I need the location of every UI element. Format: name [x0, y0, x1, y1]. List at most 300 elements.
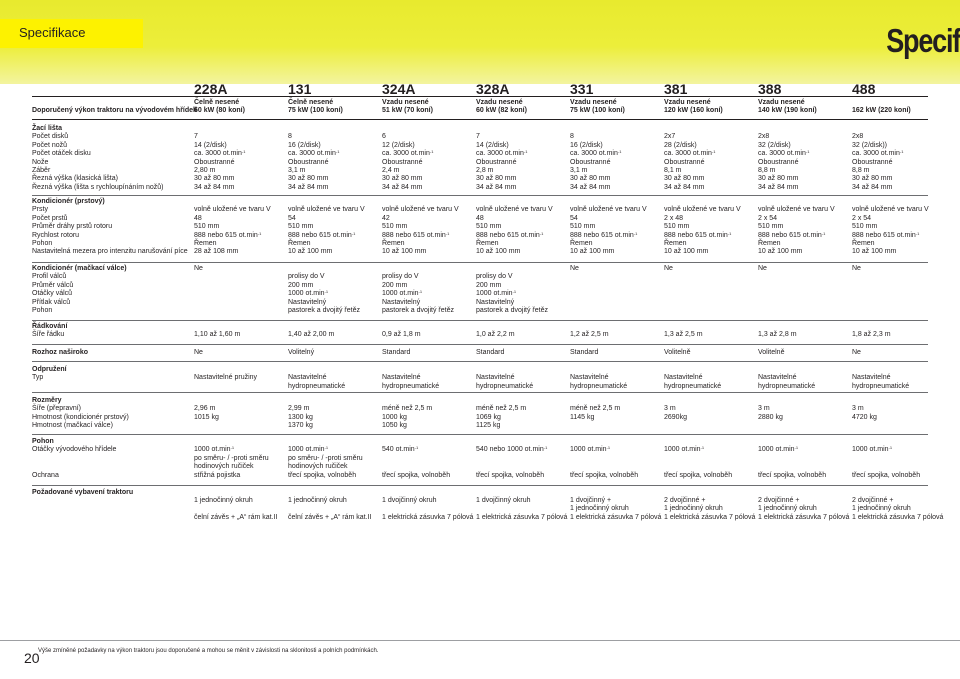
- row-label: Pohon: [32, 240, 53, 247]
- table-cell: Oboustranné: [382, 158, 423, 166]
- table-cell: třecí spojka, volnoběh: [288, 471, 357, 479]
- superscript: -1: [335, 149, 340, 155]
- table-cell: méně než 2,5 m: [382, 405, 433, 413]
- superscript: -1: [429, 149, 434, 155]
- table-cell: Řemen: [664, 240, 687, 247]
- table-cell: volně uložené ve tvaru V: [758, 206, 835, 214]
- table-cell: 32 (2/disk): [758, 141, 791, 149]
- table-cell: 2 dvojčinné +: [664, 497, 706, 504]
- table-cell: 1 dvojčinný +: [570, 497, 612, 504]
- table-cell: 2 x 54: [852, 214, 872, 222]
- table-cell: Řemen: [194, 240, 217, 247]
- table-cell: 12 (2/disk): [382, 141, 415, 149]
- table-cell: volně uložené ve tvaru V: [288, 206, 365, 214]
- table-cell: Nastavitelný: [382, 298, 421, 306]
- table-cell: 2 dvojčinné +: [852, 497, 894, 504]
- table-cell: Nastavitelné: [852, 374, 891, 382]
- model-header: 488: [852, 81, 876, 97]
- table-cell: méně než 2,5 m: [476, 405, 527, 413]
- table-cell: 8,1 m: [664, 167, 682, 174]
- model-header: 381: [664, 81, 688, 97]
- section-title: Řádkování: [32, 323, 68, 330]
- superscript: -1: [230, 445, 235, 451]
- table-cell: 14 (2/disk): [476, 141, 509, 149]
- table-cell: 1 elektrická zásuvka 7 pólová: [570, 513, 662, 521]
- table-cell: třecí spojka, volnoběh: [758, 471, 827, 479]
- table-cell: 2 x 54: [758, 214, 778, 222]
- table-cell: volně uložené ve tvaru V: [664, 206, 741, 214]
- table-cell: 16 (2/disk): [570, 141, 603, 149]
- table-cell: 1000 $ot.\min^{-1}$: [570, 445, 611, 454]
- table-cell: 2,8 m: [476, 167, 494, 174]
- table-cell: třecí spojka, volnoběh: [476, 471, 545, 479]
- table-cell: hydropneumatické: [476, 382, 534, 390]
- table-cell: 34 až 84 mm: [852, 183, 893, 191]
- table-cell: 200 mm: [476, 281, 502, 289]
- table-cell: hodinových ručiček: [194, 463, 254, 471]
- superscript: -1: [915, 230, 920, 236]
- table-cell: Řemen: [758, 240, 781, 247]
- table-cell: 30 až 80 mm: [288, 175, 329, 183]
- section-divider: [32, 195, 928, 196]
- table-cell: Řemen: [288, 240, 311, 247]
- table-cell: 200 mm: [288, 281, 314, 289]
- table-cell: 540 nebo 1000 $ot.\min^{-1}$: [476, 445, 548, 454]
- power-value: 140 kW (190 koní): [758, 107, 817, 114]
- table-cell: ca. 3000 $ot.\min^{-1}$: [570, 149, 622, 158]
- table-cell: 42: [382, 214, 390, 222]
- table-cell: prolisy do V: [382, 273, 419, 281]
- row-label: Pohon: [32, 307, 53, 314]
- table-cell: Ne: [852, 265, 861, 272]
- table-cell: Standard: [476, 349, 505, 356]
- superscript: -1: [899, 149, 904, 155]
- superscript: -1: [805, 149, 810, 155]
- table-cell: pastorek a dvojitý řetěz: [476, 307, 548, 314]
- table-cell: třecí spojka, volnoběh: [664, 471, 733, 479]
- superscript: -1: [821, 230, 826, 236]
- row-label: Řezná výška (lišta s rychloupínáním nožů): [32, 183, 164, 191]
- table-cell: hydropneumatické: [288, 382, 346, 390]
- table-cell: čelní závěs + „A“ rám kat.II: [288, 513, 372, 521]
- table-cell: Řemen: [852, 240, 875, 247]
- model-header: 328A: [476, 81, 510, 97]
- table-cell: 540 $ot.\min^{-1}$: [382, 445, 419, 454]
- table-cell: 1015 kg: [194, 413, 219, 421]
- table-cell: prolisy do V: [476, 273, 513, 281]
- table-cell: 1 jednočinný okruh: [758, 505, 817, 513]
- section-divider: [32, 485, 928, 486]
- table-cell: Ne: [758, 265, 767, 272]
- superscript: -1: [241, 149, 246, 155]
- table-cell: Nastavitelné: [570, 374, 609, 382]
- table-cell: 4720 kg: [852, 413, 877, 421]
- table-cell: 1069 kg: [476, 413, 501, 421]
- header-band: [0, 0, 960, 84]
- table-cell: 2,4 m: [382, 167, 400, 174]
- table-cell: 0,9 až 1,8 m: [382, 331, 421, 339]
- table-cell: volně uložené ve tvaru V: [570, 206, 647, 214]
- table-cell: 8: [288, 133, 292, 141]
- superscript: -1: [324, 445, 329, 451]
- table-cell: pastorek a dvojitý řetěz: [288, 307, 360, 314]
- table-cell: 2,96 m: [194, 405, 216, 413]
- table-cell: 1 dvojčinný okruh: [382, 497, 437, 504]
- row-label: Řezná výška (klasická lišta): [32, 175, 118, 183]
- section-divider: [32, 262, 928, 263]
- table-cell: třecí spojka, volnoběh: [570, 471, 639, 479]
- table-cell: 1000 $ot.\min^{-1}$: [758, 445, 799, 454]
- table-cell: Standard: [382, 349, 411, 356]
- row-label: Nože: [32, 158, 49, 166]
- table-cell: 2x8: [852, 133, 864, 141]
- section-title: Kondicionér (prstový): [32, 198, 105, 205]
- table-cell: méně než 2,5 m: [570, 405, 621, 413]
- table-cell: 510 mm: [664, 223, 690, 231]
- table-cell: 510 mm: [382, 223, 408, 231]
- table-cell: ca. 3000 $ot.\min^{-1}$: [194, 149, 246, 158]
- table-cell: 2 x 48: [664, 214, 684, 222]
- table-cell: 1000 $ot.\min^{-1}$: [476, 289, 517, 298]
- row-label: Nastavitelná mezera pro intenzitu narušování píce: [32, 248, 188, 256]
- table-cell: 888 nebo 615 $ot.\min^{-1}$: [476, 230, 544, 239]
- row-label: Otáčky vývodového hřídele: [32, 446, 117, 454]
- section-divider: [32, 434, 928, 435]
- table-cell: 200 mm: [382, 281, 408, 289]
- table-cell: 510 mm: [194, 223, 220, 231]
- table-cell: 2x7: [664, 133, 676, 141]
- superscript: -1: [414, 445, 419, 451]
- table-cell: třecí spojka, volnoběh: [382, 471, 451, 479]
- table-cell: 34 až 84 mm: [570, 183, 611, 191]
- superscript: -1: [711, 149, 716, 155]
- table-cell: 2 dvojčinné +: [758, 497, 800, 504]
- footer-divider: [0, 640, 960, 641]
- table-cell: 10 až 100 mm: [476, 248, 521, 256]
- table-cell: 48: [194, 214, 202, 222]
- table-cell: Oboustranné: [194, 158, 235, 166]
- table-cell: 34 až 84 mm: [758, 183, 799, 191]
- section-title: Kondicionér (mačkací válce): [32, 265, 127, 272]
- table-cell: 1 jednočinný okruh: [852, 505, 911, 513]
- table-cell: 1050 kg: [382, 422, 407, 430]
- model-header: 388: [758, 81, 782, 97]
- table-cell: 54: [570, 214, 578, 222]
- table-cell: volně uložené ve tvaru V: [852, 206, 929, 214]
- table-cell: volně uložené ve tvaru V: [476, 206, 553, 214]
- table-cell: Standard: [570, 349, 599, 356]
- table-cell: 30 až 80 mm: [570, 175, 611, 183]
- superscript: -1: [727, 230, 732, 236]
- power-value: 51 kW (70 koní): [382, 107, 433, 114]
- table-cell: po směru- / -proti směru: [194, 454, 269, 462]
- superscript: -1: [324, 289, 329, 295]
- table-cell: 1145 kg: [570, 413, 595, 421]
- table-cell: 1000 $ot.\min^{-1}$: [194, 445, 235, 454]
- table-cell: volně uložené ve tvaru V: [382, 206, 459, 214]
- table-cell: 3 m: [852, 405, 864, 413]
- table-cell: 3,1 m: [570, 167, 588, 174]
- power-value: 162 kW (220 koní): [852, 107, 911, 114]
- table-cell: 1,0 až 2,2 m: [476, 331, 515, 339]
- table-cell: Nastavitelné: [664, 374, 703, 382]
- table-cell: 888 nebo 615 $ot.\min^{-1}$: [382, 230, 450, 239]
- table-cell: 1,3 až 2,8 m: [758, 331, 797, 339]
- table-cell: 1 elektrická zásuvka 7 pólová: [476, 513, 568, 521]
- table-cell: 10 až 100 mm: [664, 248, 709, 256]
- table-cell: třecí spojka, volnoběh: [852, 471, 921, 479]
- table-cell: 7: [194, 133, 198, 141]
- row-label: Průměr válců: [32, 281, 74, 289]
- table-cell: 32 (2/disk)): [852, 141, 888, 149]
- table-cell: hodinových ručiček: [288, 463, 348, 471]
- power-mount: Vzadu nesené: [476, 98, 523, 106]
- power-mount: Vzadu nesené: [382, 98, 429, 106]
- table-cell: 2x8: [758, 133, 770, 141]
- section-title: Požadované vybavení traktoru: [32, 489, 134, 496]
- table-cell: 1 dvojčinný okruh: [476, 497, 531, 504]
- power-value: 60 kW (80 koní): [194, 107, 245, 114]
- section-divider: [32, 392, 928, 393]
- power-mount: Vzadu nesené: [758, 98, 805, 106]
- power-mount: Čelně nesené: [288, 98, 334, 106]
- row-label: Počet disků: [32, 133, 69, 141]
- table-cell: po směru- / -proti směru: [288, 454, 363, 462]
- table-cell: prolisy do V: [288, 273, 325, 281]
- section-divider: [32, 361, 928, 362]
- table-cell: 1 jednočinný okruh: [194, 497, 253, 504]
- row-label: Záběr: [32, 167, 51, 174]
- table-cell: hydropneumatické: [852, 382, 910, 390]
- table-cell: hydropneumatické: [570, 382, 628, 390]
- table-cell: 1370 kg: [288, 422, 313, 430]
- table-cell: 1,8 až 2,3 m: [852, 331, 891, 339]
- table-cell: 1000 kg: [382, 413, 407, 421]
- table-cell: 510 mm: [852, 223, 878, 231]
- table-cell: 3,1 m: [288, 167, 306, 174]
- table-cell: 8,8 m: [758, 167, 776, 174]
- table-cell: Oboustranné: [664, 158, 705, 166]
- model-header: 228A: [194, 81, 228, 97]
- row-label: Hmotnost (mačkací válce): [32, 422, 113, 430]
- table-cell: 1,2 až 2,5 m: [570, 331, 609, 339]
- table-cell: 1 elektrická zásuvka 7 pólová: [382, 513, 474, 521]
- table-cell: 54: [288, 214, 296, 222]
- page-big-title: Specif: [886, 22, 960, 59]
- row-label: Rychlost rotoru: [32, 231, 80, 239]
- section-tab: [0, 19, 143, 48]
- power-label: Doporučený výkon traktoru na vývodovém hřídeli: [32, 107, 197, 114]
- table-cell: 510 mm: [288, 223, 314, 231]
- row-label: Šíře (přepravní): [32, 405, 82, 413]
- table-cell: Volitelně: [758, 349, 785, 356]
- superscript: -1: [512, 289, 517, 295]
- power-mount: Vzadu nesené: [570, 98, 617, 106]
- superscript: -1: [523, 149, 528, 155]
- table-cell: Nastavitelné: [288, 374, 327, 382]
- table-cell: 7: [476, 133, 480, 141]
- table-cell: 2880 kg: [758, 413, 783, 421]
- table-cell: 1 elektrická zásuvka 7 pólová: [852, 513, 944, 521]
- table-cell: Nastavitelné: [758, 374, 797, 382]
- page-number: 20: [24, 650, 40, 666]
- table-cell: 10 až 100 mm: [852, 248, 897, 256]
- table-cell: 48: [476, 214, 484, 222]
- table-cell: 16 (2/disk): [288, 141, 321, 149]
- table-cell: 30 až 80 mm: [476, 175, 517, 183]
- footer-note: Výše zmíněné požadavky na výkon traktoru jsou doporučené a mohou se měnit v závislosti na sklonitosti a polních podmínkách.: [38, 648, 379, 654]
- table-cell: 30 až 80 mm: [664, 175, 705, 183]
- table-cell: Ne: [664, 265, 673, 272]
- model-header: 131: [288, 81, 312, 97]
- row-label: Prsty: [32, 206, 48, 214]
- superscript: -1: [617, 149, 622, 155]
- row-label: Profil válců: [32, 273, 67, 281]
- superscript: -1: [418, 289, 423, 295]
- table-cell: 30 až 80 mm: [382, 175, 423, 183]
- power-value: 75 kW (100 koní): [288, 107, 343, 114]
- row-label: Hmotnost (kondicionér prstový): [32, 413, 129, 421]
- table-cell: Volitelně: [664, 349, 691, 356]
- table-cell: 888 nebo 615 $ot.\min^{-1}$: [852, 230, 920, 239]
- table-cell: 10 až 100 mm: [570, 248, 615, 256]
- table-cell: 8,8 m: [852, 167, 870, 174]
- table-cell: Ne: [852, 349, 861, 356]
- table-cell: 30 až 80 mm: [758, 175, 799, 183]
- table-cell: ca. 3000 $ot.\min^{-1}$: [382, 149, 434, 158]
- table-cell: 510 mm: [570, 223, 596, 231]
- table-cell: 888 nebo 615 $ot.\min^{-1}$: [664, 230, 732, 239]
- table-cell: 2,99 m: [288, 405, 310, 413]
- table-cell: 888 nebo 615 $ot.\min^{-1}$: [758, 230, 826, 239]
- superscript: -1: [539, 230, 544, 236]
- table-cell: Oboustranné: [758, 158, 799, 166]
- table-cell: Ne: [570, 265, 579, 272]
- table-cell: 28 až 108 mm: [194, 248, 239, 256]
- superscript: -1: [888, 445, 893, 451]
- table-cell: 1125 kg: [476, 422, 501, 430]
- table-cell: 28 (2/disk): [664, 141, 697, 149]
- table-cell: 1300 kg: [288, 413, 313, 421]
- power-mount: Čelně nesené: [194, 98, 240, 106]
- table-cell: 1 jednočinný okruh: [288, 497, 347, 504]
- section-tab-label: Specifikace: [19, 25, 86, 40]
- table-cell: 34 až 84 mm: [288, 183, 329, 191]
- row-label: Šíře řádku: [32, 331, 65, 339]
- row-label: Přítlak válců: [32, 298, 71, 306]
- table-cell: pastorek a dvojitý řetěz: [382, 307, 454, 314]
- table-cell: hydropneumatické: [382, 382, 440, 390]
- table-cell: 1 jednočinný okruh: [664, 505, 723, 513]
- superscript: -1: [445, 230, 450, 236]
- table-cell: Řemen: [382, 240, 405, 247]
- table-cell: 1,3 až 2,5 m: [664, 331, 703, 339]
- table-cell: Oboustranné: [852, 158, 893, 166]
- row-label: Typ: [32, 374, 44, 382]
- table-cell: Ne: [194, 349, 203, 356]
- table-cell: 888 nebo 615 $ot.\min^{-1}$: [570, 230, 638, 239]
- table-cell: ca. 3000 $ot.\min^{-1}$: [758, 149, 810, 158]
- section-title: Rozměry: [32, 397, 62, 404]
- row-divider: [32, 119, 928, 120]
- table-cell: 888 nebo 615 $ot.\min^{-1}$: [194, 230, 262, 239]
- table-cell: 34 až 84 mm: [194, 183, 235, 191]
- table-cell: 1000 $ot.\min^{-1}$: [852, 445, 893, 454]
- section-divider: [32, 344, 928, 345]
- table-cell: Řemen: [476, 240, 499, 247]
- row-label: Počet otáček disku: [32, 150, 91, 158]
- table-cell: 30 až 80 mm: [852, 175, 893, 183]
- power-mount: Vzadu nesené: [664, 98, 711, 106]
- superscript: -1: [633, 230, 638, 236]
- row-label: Ochrana: [32, 471, 59, 479]
- table-cell: 34 až 84 mm: [382, 183, 423, 191]
- table-cell: Ne: [194, 265, 203, 272]
- table-cell: 1000 $ot.\min^{-1}$: [288, 289, 329, 298]
- table-cell: 888 nebo 615 $ot.\min^{-1}$: [288, 230, 356, 239]
- row-label: Otáčky válců: [32, 290, 73, 298]
- table-cell: ca. 3000 $ot.\min^{-1}$: [664, 149, 716, 158]
- table-cell: Nastavitelný: [288, 298, 327, 306]
- table-cell: hydropneumatické: [758, 382, 816, 390]
- row-divider: [32, 96, 928, 97]
- model-header: 324A: [382, 81, 416, 97]
- table-cell: 14 (2/disk): [194, 141, 227, 149]
- table-cell: 2690kg: [664, 413, 687, 421]
- table-cell: 1000 $ot.\min^{-1}$: [288, 445, 329, 454]
- table-cell: 10 až 100 mm: [758, 248, 803, 256]
- table-cell: volně uložené ve tvaru V: [194, 206, 271, 214]
- table-cell: 1000 $ot.\min^{-1}$: [382, 289, 423, 298]
- table-cell: 6: [382, 133, 386, 141]
- table-cell: 3 m: [664, 405, 676, 413]
- table-cell: Oboustranné: [476, 158, 517, 166]
- table-cell: Oboustranné: [570, 158, 611, 166]
- power-value: 120 kW (160 koní): [664, 107, 723, 114]
- table-cell: 34 až 84 mm: [664, 183, 705, 191]
- table-cell: 1 jednočinný okruh: [570, 505, 629, 513]
- row-label: Počet prstů: [32, 214, 68, 222]
- section-title: Pohon: [32, 438, 54, 445]
- table-cell: Nastavitelné: [382, 374, 421, 382]
- table-cell: 10 až 100 mm: [382, 248, 427, 256]
- table-cell: 2,80 m: [194, 167, 216, 174]
- table-cell: 1,40 až 2,00 m: [288, 331, 335, 339]
- section-title: Odpružení: [32, 366, 67, 373]
- row-label: Počet nožů: [32, 141, 68, 149]
- table-cell: 510 mm: [476, 223, 502, 231]
- table-cell: 1000 $ot.\min^{-1}$: [664, 445, 705, 454]
- superscript: -1: [543, 445, 548, 451]
- table-cell: Oboustranné: [288, 158, 329, 166]
- superscript: -1: [606, 445, 611, 451]
- table-cell: hydropneumatické: [664, 382, 722, 390]
- table-cell: Nastavitelný: [476, 298, 515, 306]
- superscript: -1: [794, 445, 799, 451]
- table-cell: Řemen: [570, 240, 593, 247]
- table-cell: střižná pojistka: [194, 471, 241, 479]
- table-cell: 1,10 až 1,60 m: [194, 331, 241, 339]
- table-cell: Nastavitelné pružiny: [194, 374, 258, 382]
- table-cell: Nastavitelné: [476, 374, 515, 382]
- superscript: -1: [351, 230, 356, 236]
- table-cell: 1 elektrická zásuvka 7 pólová: [664, 513, 756, 521]
- power-value: 75 kW (100 koní): [570, 107, 625, 114]
- table-cell: 10 až 100 mm: [288, 248, 333, 256]
- superscript: -1: [700, 445, 705, 451]
- power-value: 60 kW (82 koní): [476, 107, 527, 114]
- table-cell: ca. 3000 $ot.\min^{-1}$: [476, 149, 528, 158]
